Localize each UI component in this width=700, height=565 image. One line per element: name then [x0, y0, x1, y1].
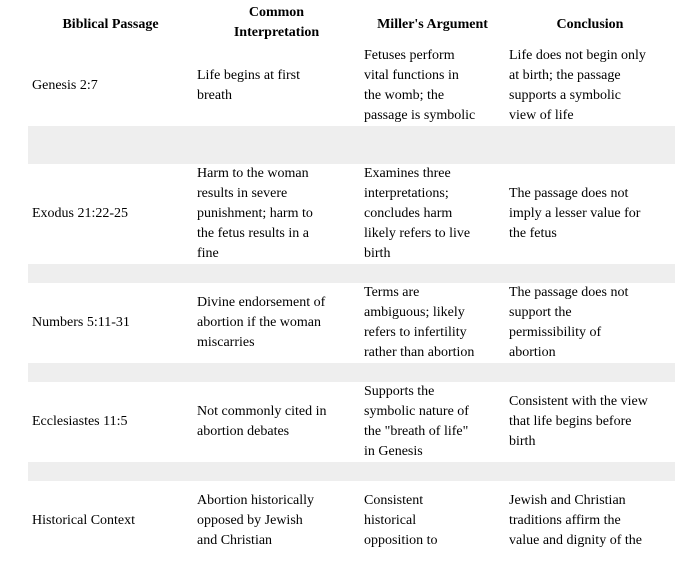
cell-conclusion-line: birth — [509, 434, 536, 449]
cell-conclusion-line: imply a lesser value for — [509, 206, 641, 221]
cell-interpretation — [193, 382, 360, 462]
cell-argument-line: refers to infertility — [364, 325, 467, 340]
cell-conclusion-line: traditions affirm the — [509, 513, 621, 528]
cell-argument-line: likely refers to live — [364, 226, 471, 241]
header-interpretation — [193, 0, 360, 46]
cell-conclusion-line: supports a symbolic — [509, 88, 621, 103]
row-separator — [28, 145, 675, 164]
cell-conclusion-line: support the — [509, 305, 572, 320]
cell-argument-line: symbolic nature of — [364, 404, 469, 419]
cell-interpretation — [193, 164, 360, 264]
header-passage: Biblical Passage — [62, 17, 159, 32]
cell-argument-line: ambiguous; likely — [364, 305, 465, 320]
cell-interpretation-line: and Christian — [197, 533, 273, 548]
cell-passage: Ecclesiastes 11:5 — [32, 414, 128, 429]
cell-argument — [360, 481, 505, 561]
cell-conclusion-line: Life does not begin only — [509, 48, 646, 63]
table-row — [28, 481, 675, 561]
cell-conclusion-line: abortion — [509, 345, 556, 360]
cell-argument-line: Terms are — [364, 285, 420, 300]
cell-interpretation-line: Life begins at first — [197, 68, 301, 83]
cell-conclusion-line: Jewish and Christian — [509, 493, 626, 508]
cell-interpretation-line: breath — [197, 88, 232, 103]
cell-interpretation-line: results in severe — [197, 186, 288, 201]
cell-argument — [360, 164, 505, 264]
cell-argument-line: the womb; the — [364, 88, 445, 103]
header-row — [28, 0, 675, 46]
cell-argument-line: Fetuses perform — [364, 48, 455, 63]
cell-argument — [360, 382, 505, 462]
header-argument: Miller's Argument — [377, 17, 488, 32]
cell-interpretation-line: abortion if the woman — [197, 315, 322, 330]
cell-interpretation-line: Divine endorsement of — [197, 295, 326, 310]
header-interpretation-line1: Common — [248, 5, 305, 20]
cell-conclusion-line: view of life — [509, 108, 574, 123]
cell-conclusion-line: at birth; the passage — [509, 68, 621, 83]
cell-conclusion — [505, 382, 675, 462]
cell-passage: Genesis 2:7 — [32, 78, 98, 93]
row-separator — [28, 264, 675, 283]
cell-conclusion-line: permissibility of — [509, 325, 602, 340]
cell-argument-line: rather than abortion — [364, 345, 475, 360]
cell-interpretation — [193, 283, 360, 363]
cell-interpretation-line: opposed by Jewish — [197, 513, 303, 528]
cell-interpretation — [193, 46, 360, 126]
cell-argument — [360, 283, 505, 363]
comparison-table — [28, 0, 675, 561]
table-row — [28, 283, 675, 363]
table-row — [28, 164, 675, 264]
cell-interpretation-line: fine — [197, 246, 219, 261]
cell-argument-line: vital functions in — [364, 68, 459, 83]
header-conclusion: Conclusion — [556, 17, 624, 32]
cell-argument — [360, 46, 505, 126]
cell-argument-line: the "breath of life" — [364, 424, 469, 439]
cell-argument-line: birth — [364, 246, 391, 261]
cell-interpretation-line: abortion debates — [197, 424, 290, 439]
cell-conclusion-line: that life begins before — [509, 414, 632, 429]
cell-conclusion — [505, 283, 675, 363]
cell-conclusion-line: value and dignity of the — [509, 533, 642, 548]
cell-conclusion — [505, 481, 675, 561]
cell-interpretation-line: Abortion historically — [197, 493, 315, 508]
cell-interpretation-line: the fetus results in a — [197, 226, 309, 241]
cell-argument-line: Consistent — [364, 493, 424, 508]
cell-argument-line: opposition to — [364, 533, 438, 548]
table-row — [28, 382, 675, 462]
cell-conclusion-line: Consistent with the view — [509, 394, 648, 409]
cell-conclusion-line: the fetus — [509, 226, 557, 241]
cell-interpretation-line: miscarries — [197, 335, 255, 350]
cell-argument-line: concludes harm — [364, 206, 453, 221]
cell-interpretation-line: Harm to the woman — [197, 166, 309, 181]
cell-passage: Historical Context — [32, 513, 136, 528]
cell-conclusion-line: The passage does not — [509, 186, 629, 201]
cell-argument-line: in Genesis — [364, 444, 423, 459]
cell-conclusion-line: The passage does not — [509, 285, 629, 300]
cell-interpretation — [193, 481, 360, 561]
cell-argument-line: Supports the — [364, 384, 435, 399]
cell-argument-line: interpretations; — [364, 186, 449, 201]
row-separator — [28, 363, 675, 382]
cell-interpretation-line: Not commonly cited in — [197, 404, 327, 419]
table-body — [28, 46, 675, 561]
row-separator — [28, 126, 675, 145]
cell-argument-line: Examines three — [364, 166, 451, 181]
cell-conclusion — [505, 46, 675, 126]
cell-passage: Numbers 5:11-31 — [32, 315, 130, 330]
cell-argument-line: passage is symbolic — [364, 108, 476, 123]
table-row — [28, 46, 675, 126]
cell-passage: Exodus 21:22-25 — [32, 206, 129, 221]
cell-conclusion — [505, 164, 675, 264]
cell-argument-line: historical — [364, 513, 417, 528]
row-separator — [28, 462, 675, 481]
cell-interpretation-line: punishment; harm to — [197, 206, 313, 221]
header-interpretation-line2: Interpretation — [233, 25, 320, 40]
